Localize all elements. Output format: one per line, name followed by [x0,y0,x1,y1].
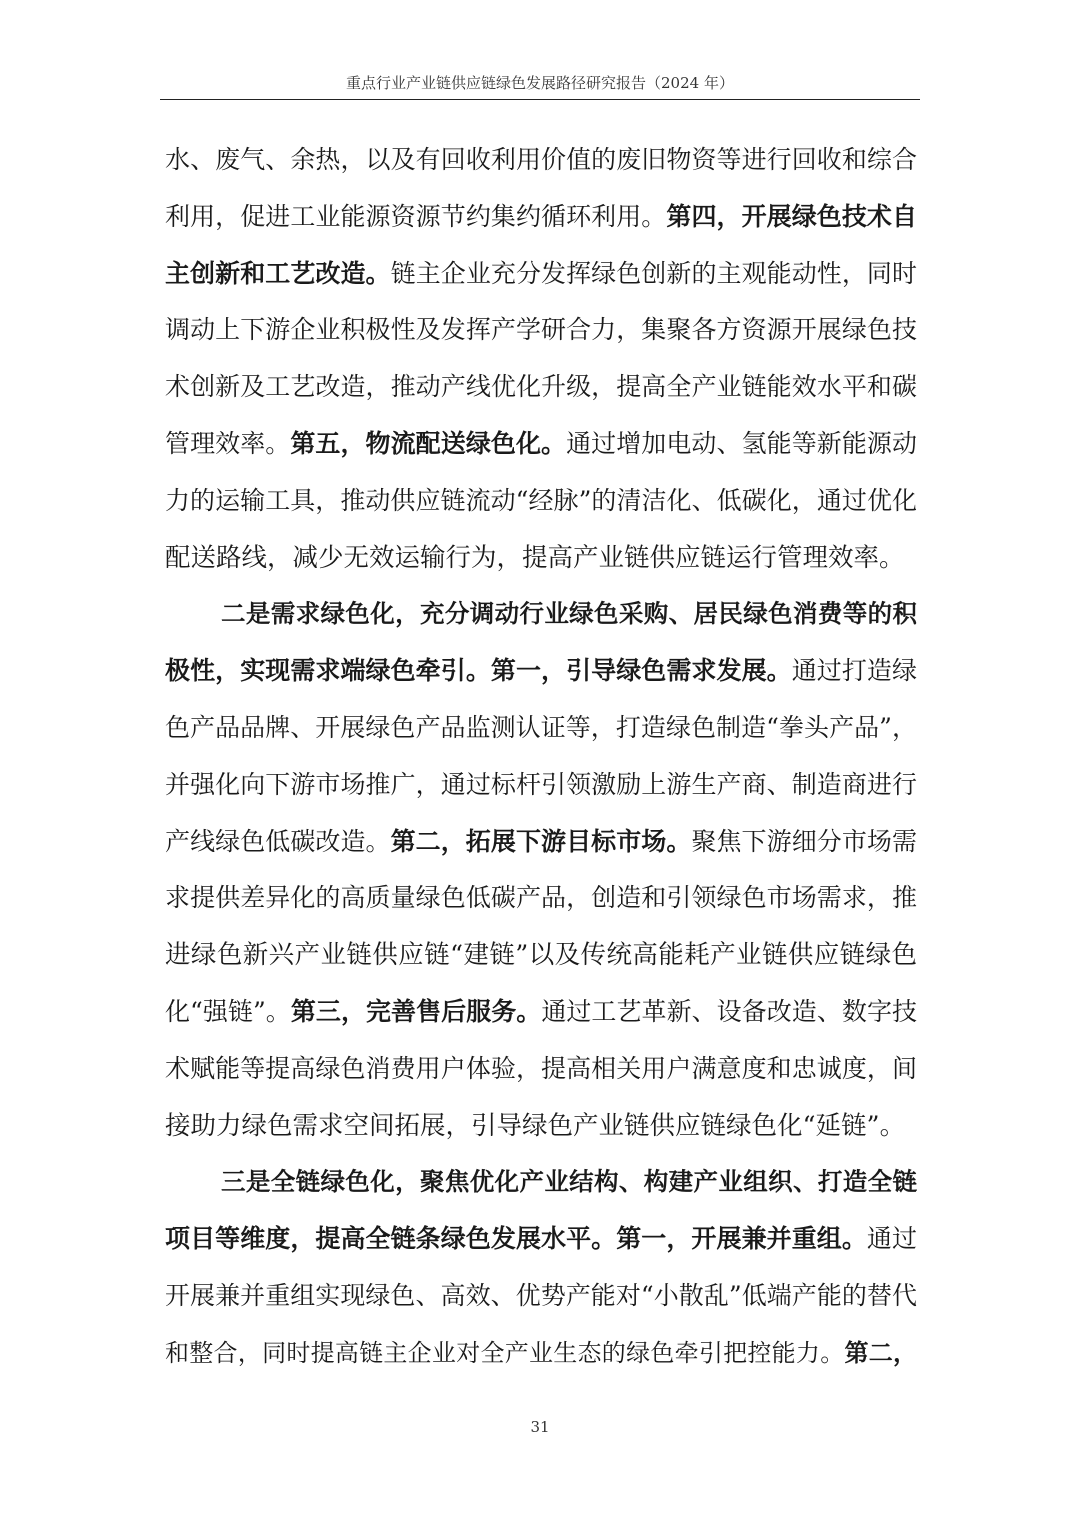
text-line: 水、废气、余热，以及有回收利用价值的废旧物资等进行回收和综合 [165,145,917,174]
text-line [165,189,917,246]
text-line: 进绿色新兴产业链供应链“建链”以及传统高能耗产业链供应链绿色 [165,940,917,971]
text-line [165,246,917,303]
text-run: 和整合，同时提高链主企业对全产业生态的绿色牵引把控能力。 [165,1338,845,1367]
text-run: 产线绿色低碳改造。 [165,826,391,856]
text-line: 色产品品牌、开展绿色产品监测认证等，打造绿色制造“拳头产品”， [165,712,917,742]
bold-heading: 第二，拓展下游目标市场。 [390,826,692,856]
bold-heading: 第三，完善售后服务。 [290,996,542,1026]
text-line: 术赋能等提高绿色消费用户体验，提高相关用户满意度和忠诚度，间 [165,1053,917,1083]
text-run: 通过 [866,1224,917,1254]
text-line: 接助力绿色需求空间拓展，引导绿色产业链供应链绿色化“延链”。 [165,1110,906,1141]
paragraph-heading: 三是全链绿色化，聚焦优化产业结构、构建产业组织、打造全链 [221,1167,917,1197]
text-run: 通过打造绿 [791,656,917,686]
text-line: 调动上下游企业积极性及发挥产学研合力，集聚各方资源开展绿色技 [165,315,917,345]
running-header: 重点行业产业链供应链绿色发展路径研究报告（2024 年） [346,74,734,92]
bold-heading: 极性，实现需求端绿色牵引。第一，引导绿色需求发展。 [165,656,792,686]
text-line: 开展兼并重组实现绿色、高效、优势产能对“小散乱”低端产能的替代 [165,1280,917,1310]
text-run: 管理效率。 [165,428,291,458]
text-run: 通过工艺革新、设备改造、数字技 [541,996,917,1026]
bold-heading: 第五，物流配送绿色化。 [290,428,567,458]
header-rule [160,99,920,100]
text-line [165,1325,917,1382]
bold-heading: 项目等维度，提高全链条绿色发展水平。第一，开展兼并重组。 [165,1224,867,1254]
text-line [165,1211,917,1268]
text-line: 术创新及工艺改造，推动产线优化升级，提高全产业链能效水平和碳 [165,372,917,402]
text-run: 利用，促进工业能源资源节约集约循环利用。 [165,201,667,231]
paragraph-heading: 二是需求绿色化，充分调动行业绿色采购、居民绿色消费等的积 [221,599,917,629]
bold-heading: 主创新和工艺改造。 [165,258,391,288]
text-line [165,984,917,1041]
text-run: 链主企业充分发挥绿色创新的主观能动性，同时 [390,258,917,288]
body-text [165,132,917,1382]
text-run: 聚焦下游细分市场需 [691,826,917,856]
text-line: 配送路线，减少无效运输行为，提高产业链供应链运行管理效率。 [165,542,905,573]
page-number: 31 [530,1418,550,1436]
text-line [165,814,917,871]
text-run: 通过增加电动、氢能等新能源动 [566,428,917,458]
text-run: 化“强链”。 [165,996,291,1026]
bold-heading: 第二， [844,1338,918,1367]
text-line: 求提供差异化的高质量绿色低碳产品，创造和引领绿色市场需求，推 [165,883,917,913]
text-line [165,643,917,700]
text-line [165,416,917,473]
text-line: 力的运输工具，推动供应链流动“经脉”的清洁化、低碳化，通过优化 [165,485,917,515]
text-line: 并强化向下游市场推广，通过标杆引领激励上游生产商、制造商进行 [165,769,917,799]
bold-heading: 第四，开展绿色技术自 [666,201,917,231]
